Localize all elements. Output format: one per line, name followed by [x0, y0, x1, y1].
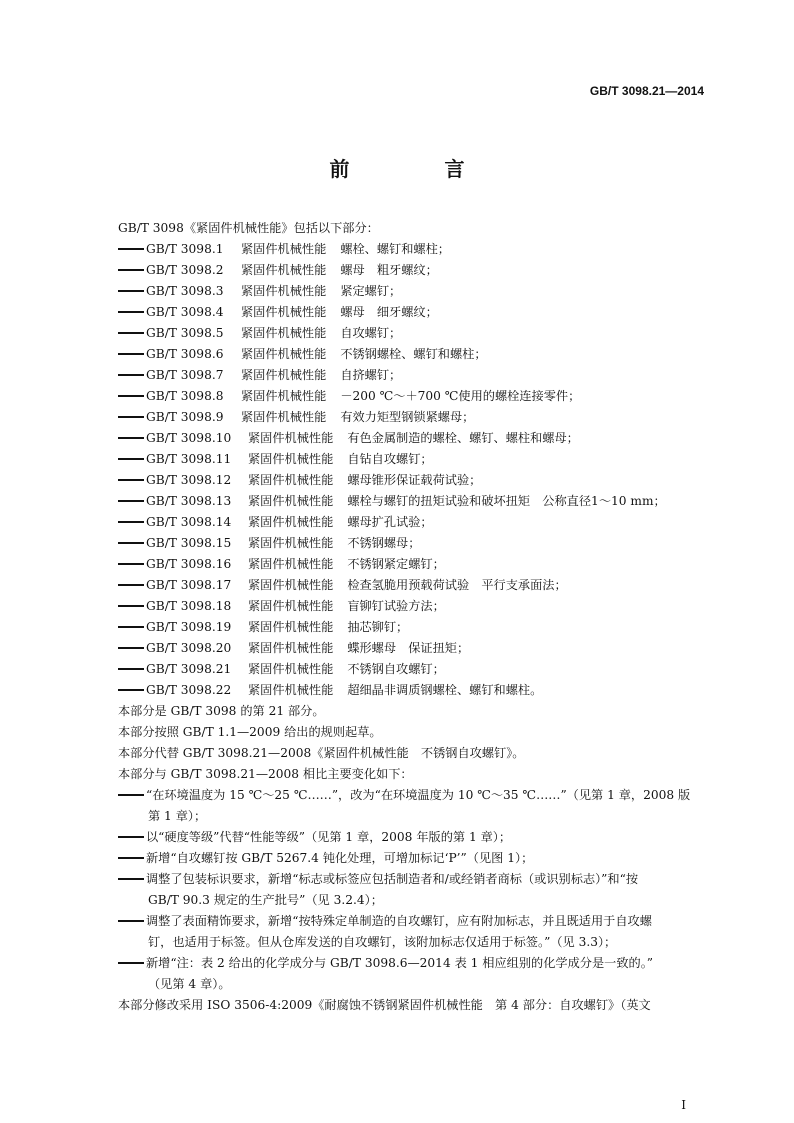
part-name: 紧固件机械性能 — [241, 326, 327, 340]
em-dash-mark — [118, 542, 144, 544]
part-description: －200 ℃～＋700 ℃使用的螺栓连接零件； — [340, 389, 581, 403]
part-name: 紧固件机械性能 — [248, 599, 334, 613]
part-code: GB/T 3098.5 — [146, 326, 224, 340]
part-description: 螺母锥形保证载荷试验； — [347, 473, 482, 487]
part-description: 超细晶非调质钢螺栓、螺钉和螺柱。 — [347, 683, 543, 697]
part-description: 不锈钢紧定螺钉； — [347, 557, 445, 571]
part-list-item — [118, 365, 708, 386]
part-code: GB/T 3098.22 — [146, 683, 232, 697]
part-code: GB/T 3098.7 — [146, 368, 224, 382]
part-description: 蝶形螺母 保证扭矩； — [347, 641, 470, 655]
part-description: 紧定螺钉； — [340, 284, 402, 298]
change-item — [118, 785, 708, 806]
statement-paragraph: 本部分按照 GB/T 1.1—2009 给出的规则起草。 — [118, 725, 382, 739]
part-list-item — [118, 680, 708, 701]
part-list-item — [118, 659, 708, 680]
change-item — [118, 869, 708, 890]
part-list-item — [118, 575, 708, 596]
part-list-item — [118, 470, 708, 491]
part-name: 紧固件机械性能 — [241, 347, 327, 361]
change-item — [118, 827, 708, 848]
closing-paragraph: 本部分修改采用 ISO 3506-4:2009《耐腐蚀不锈钢紧固件机械性能 第 4 部分：自攻螺钉》（英文 — [118, 998, 651, 1012]
em-dash-mark — [118, 878, 144, 880]
part-code: GB/T 3098.4 — [146, 305, 224, 319]
part-name: 紧固件机械性能 — [248, 620, 334, 634]
part-code: GB/T 3098.21 — [146, 662, 232, 676]
change-text: 新增“自攻螺钉按 GB/T 5267.4 钝化处理，可增加标记‘P’”（见图 1）； — [146, 851, 534, 865]
em-dash-mark — [118, 563, 144, 565]
em-dash-mark — [118, 500, 144, 502]
change-text: 调整了表面精饰要求，新增“按特殊定单制造的自攻螺钉，应有附加标志，并且既适用于自攻螺 — [146, 914, 652, 928]
part-code: GB/T 3098.16 — [146, 557, 232, 571]
em-dash-mark — [118, 857, 144, 859]
part-name: 紧固件机械性能 — [241, 305, 327, 319]
part-code: GB/T 3098.3 — [146, 284, 224, 298]
part-name: 紧固件机械性能 — [248, 494, 334, 508]
part-name: 紧固件机械性能 — [248, 641, 334, 655]
part-code: GB/T 3098.2 — [146, 263, 224, 277]
part-code: GB/T 3098.13 — [146, 494, 232, 508]
part-code: GB/T 3098.6 — [146, 347, 224, 361]
part-list-item — [118, 260, 708, 281]
changes-list — [118, 785, 708, 995]
part-name: 紧固件机械性能 — [241, 263, 327, 277]
part-code: GB/T 3098.12 — [146, 473, 232, 487]
em-dash-mark — [118, 437, 144, 439]
em-dash-mark — [118, 689, 144, 691]
part-description: 螺母扩孔试验； — [347, 515, 433, 529]
part-description: 有效力矩型钢锁紧螺母； — [340, 410, 475, 424]
part-list-item — [118, 386, 708, 407]
part-code: GB/T 3098.11 — [146, 452, 232, 466]
part-list-item — [118, 239, 708, 260]
em-dash-mark — [118, 395, 144, 397]
part-list-item — [118, 533, 708, 554]
part-description: 不锈钢螺母； — [347, 536, 421, 550]
statement-paragraph: 本部分代替 GB/T 3098.21—2008《紧固件机械性能 不锈钢自攻螺钉》。 — [118, 746, 525, 760]
part-description: 检查氢脆用预载荷试验 平行支承面法； — [347, 578, 567, 592]
em-dash-mark — [118, 962, 144, 964]
em-dash-mark — [118, 269, 144, 271]
part-name: 紧固件机械性能 — [248, 578, 334, 592]
part-name: 紧固件机械性能 — [241, 389, 327, 403]
part-description: 螺栓与螺钉的扭矩试验和破坏扭矩 公称直径1～10 mm； — [347, 494, 666, 508]
change-text: “在环境温度为 15 ℃～25 ℃……”，改为“在环境温度为 10 ℃～35 ℃……”（见第 1 章，2008 版 — [146, 788, 691, 802]
part-description: 自攻螺钉； — [340, 326, 402, 340]
part-list-item — [118, 596, 708, 617]
em-dash-mark — [118, 668, 144, 670]
statements — [118, 701, 708, 785]
part-code: GB/T 3098.10 — [146, 431, 232, 445]
part-list-item — [118, 512, 708, 533]
part-description: 不锈钢螺栓、螺钉和螺柱； — [340, 347, 487, 361]
part-code: GB/T 3098.15 — [146, 536, 232, 550]
em-dash-mark — [118, 479, 144, 481]
part-description: 盲铆钉试验方法； — [347, 599, 445, 613]
em-dash-mark — [118, 920, 144, 922]
em-dash-mark — [118, 332, 144, 334]
part-code: GB/T 3098.17 — [146, 578, 232, 592]
em-dash-mark — [118, 374, 144, 376]
part-code: GB/T 3098.1 — [146, 242, 224, 256]
part-list-item — [118, 281, 708, 302]
change-item — [118, 953, 708, 974]
part-list-item — [118, 491, 708, 512]
intro-paragraph: GB/T 3098《紧固件机械性能》包括以下部分： — [118, 221, 379, 235]
em-dash-mark — [118, 458, 144, 460]
statement-paragraph: 本部分是 GB/T 3098 的第 21 部分。 — [118, 704, 325, 718]
part-description: 抽芯铆钉； — [347, 620, 409, 634]
change-item — [118, 848, 708, 869]
part-description: 螺栓、螺钉和螺柱； — [340, 242, 450, 256]
page-number: I — [681, 1098, 686, 1112]
part-list-item — [118, 407, 708, 428]
em-dash-mark — [118, 584, 144, 586]
part-list-item — [118, 449, 708, 470]
em-dash-mark — [118, 794, 144, 796]
document-body — [118, 218, 708, 1016]
part-name: 紧固件机械性能 — [248, 557, 334, 571]
change-text: 调整了包装标识要求，新增“标志或标签应包括制造者和/或经销者商标（或识别标志）”和“按 — [146, 872, 639, 886]
part-list-item — [118, 617, 708, 638]
parts-list — [118, 239, 708, 701]
part-code: GB/T 3098.9 — [146, 410, 224, 424]
em-dash-mark — [118, 836, 144, 838]
part-description: 自挤螺钉； — [340, 368, 402, 382]
part-list-item — [118, 428, 708, 449]
part-description: 不锈钢自攻螺钉； — [347, 662, 445, 676]
change-text: 新增“注：表 2 给出的化学成分与 GB/T 3098.6—2014 表 1 相应组别的化学成分是一致的。” — [146, 956, 654, 970]
em-dash-mark — [118, 416, 144, 418]
change-item-continuation: 钉，也适用于标签。但从仓库发送的自攻螺钉，该附加标志仅适用于标签。”（见 3.3）； — [148, 935, 617, 949]
part-name: 紧固件机械性能 — [248, 683, 334, 697]
statement-paragraph: 本部分与 GB/T 3098.21—2008 相比主要变化如下： — [118, 767, 413, 781]
part-name: 紧固件机械性能 — [248, 662, 334, 676]
change-item-continuation: 第 1 章）； — [148, 809, 207, 823]
part-description: 自钻自攻螺钉； — [347, 452, 433, 466]
part-list-item — [118, 344, 708, 365]
em-dash-mark — [118, 521, 144, 523]
part-name: 紧固件机械性能 — [241, 242, 327, 256]
part-code: GB/T 3098.8 — [146, 389, 224, 403]
part-description: 螺母 粗牙螺纹； — [340, 263, 438, 277]
page-title: 前 言 — [329, 157, 509, 181]
change-item-continuation: （见第 4 章）。 — [148, 977, 231, 991]
part-name: 紧固件机械性能 — [241, 284, 327, 298]
part-list-item — [118, 638, 708, 659]
part-code: GB/T 3098.18 — [146, 599, 232, 613]
em-dash-mark — [118, 311, 144, 313]
em-dash-mark — [118, 248, 144, 250]
em-dash-mark — [118, 605, 144, 607]
part-list-item — [118, 554, 708, 575]
part-code: GB/T 3098.14 — [146, 515, 232, 529]
part-code: GB/T 3098.20 — [146, 641, 232, 655]
part-name: 紧固件机械性能 — [248, 536, 334, 550]
part-list-item — [118, 302, 708, 323]
part-name: 紧固件机械性能 — [248, 473, 334, 487]
em-dash-mark — [118, 647, 144, 649]
em-dash-mark — [118, 353, 144, 355]
change-item-continuation: GB/T 90.3 规定的生产批号”（见 3.2.4）； — [148, 893, 383, 907]
change-text: 以“硬度等级”代替“性能等级”（见第 1 章，2008 年版的第 1 章）； — [146, 830, 512, 844]
part-name: 紧固件机械性能 — [241, 368, 327, 382]
standard-code: GB/T 3098.21—2014 — [589, 84, 704, 98]
part-code: GB/T 3098.19 — [146, 620, 232, 634]
part-name: 紧固件机械性能 — [241, 410, 327, 424]
part-description: 螺母 细牙螺纹； — [340, 305, 438, 319]
part-list-item — [118, 323, 708, 344]
part-name: 紧固件机械性能 — [248, 431, 334, 445]
em-dash-mark — [118, 626, 144, 628]
part-description: 有色金属制造的螺栓、螺钉、螺柱和螺母； — [347, 431, 579, 445]
part-name: 紧固件机械性能 — [248, 452, 334, 466]
em-dash-mark — [118, 290, 144, 292]
change-item — [118, 911, 708, 932]
part-name: 紧固件机械性能 — [248, 515, 334, 529]
